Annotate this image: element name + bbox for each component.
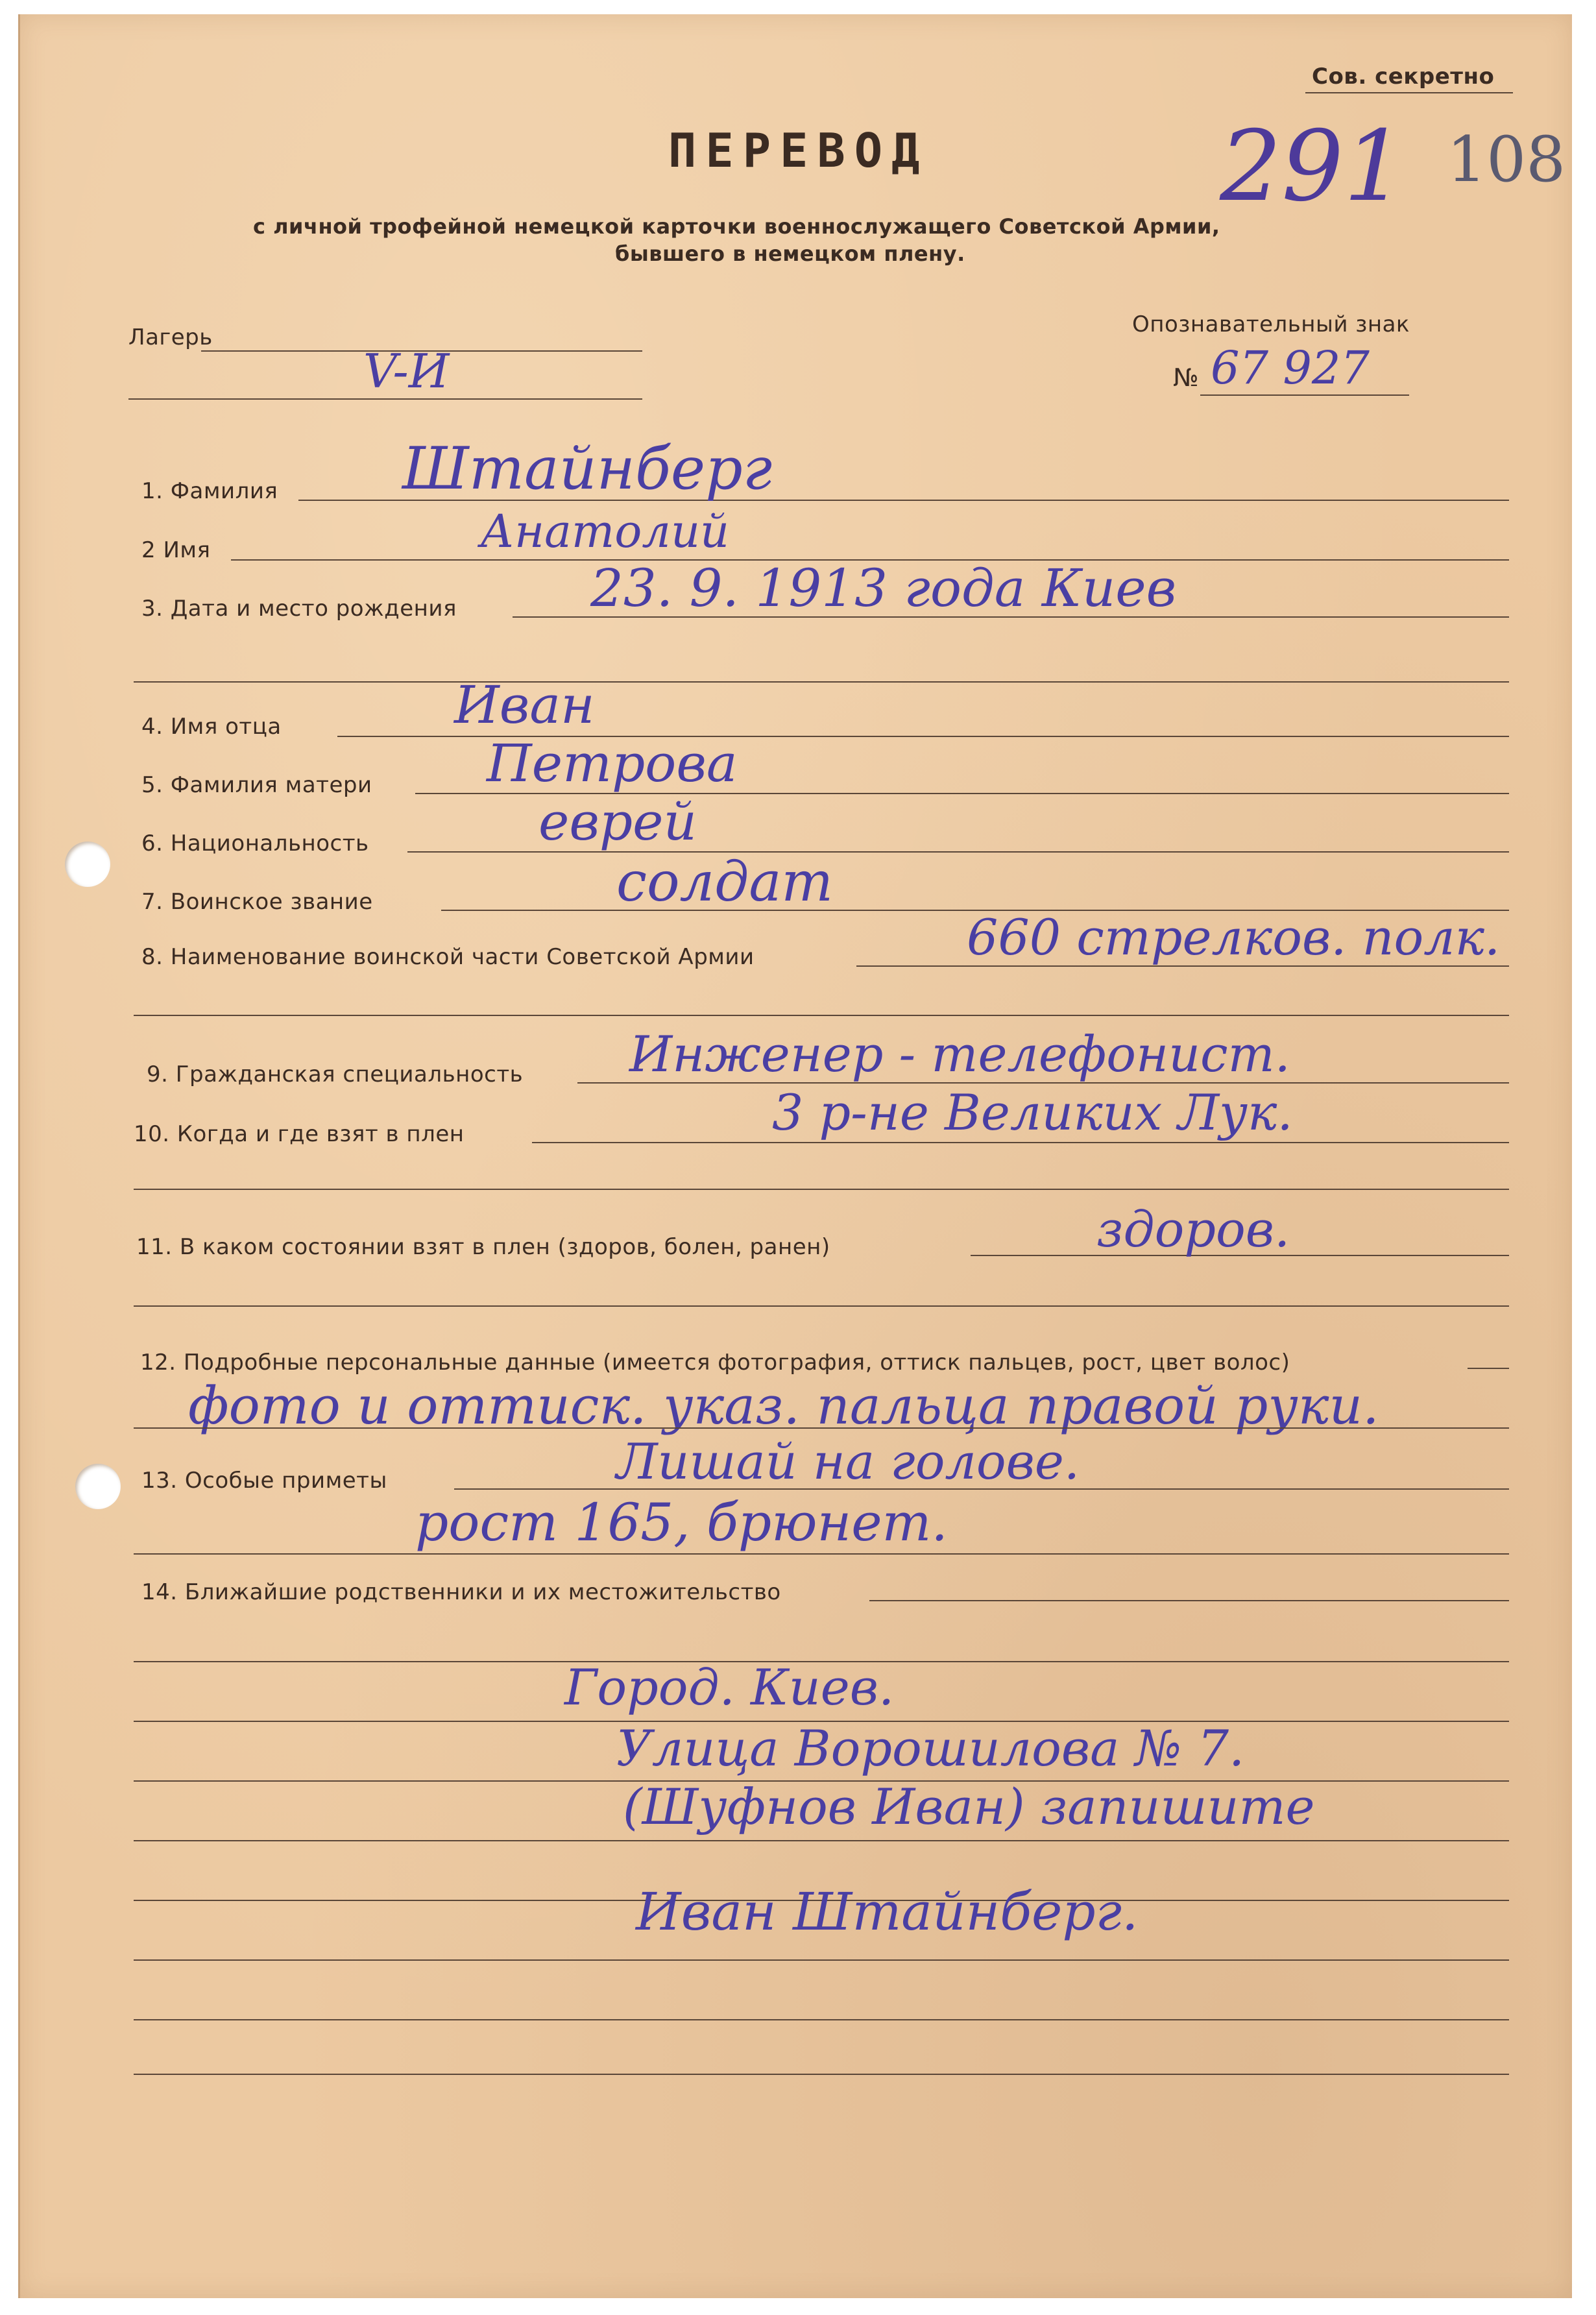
field-value-rank: солдат	[616, 850, 834, 914]
secrecy-underline	[1305, 92, 1513, 93]
camp-line-2	[128, 398, 642, 400]
field-value-surname: Штайнберг	[402, 435, 773, 503]
relatives-entry-4: Иван Штайнберг.	[636, 1882, 1139, 1942]
relatives-line-8	[134, 2074, 1509, 2075]
field-line-capture	[532, 1142, 1509, 1143]
field-value-father: Иван	[454, 675, 595, 735]
subtitle-line-2: бывшего в немецком плену.	[615, 241, 965, 266]
field-value-personal-data: фото и оттиск. указ. пальца правой руки.	[188, 1376, 1379, 1436]
punch-hole-top	[65, 842, 110, 887]
field-label-unit: 8. Наименование воинской части Советской Армии	[141, 944, 755, 970]
id-tag-prefix: №	[1173, 363, 1200, 392]
relatives-line-7	[134, 2019, 1509, 2020]
archive-number-1: 291	[1220, 110, 1406, 223]
document-title: ПЕРЕВОД	[668, 123, 929, 178]
subtitle-line-1: с личной трофейной немецкой карточки военнослужащего Советской Армии,	[253, 214, 1220, 239]
relatives-entry-1: Город. Киев.	[564, 1658, 895, 1716]
field-value-condition: здоров.	[1096, 1200, 1290, 1258]
field-label-profession: 9. Гражданская специальность	[147, 1061, 524, 1087]
field-value-birth: 23. 9. 1913 года Киев	[590, 558, 1177, 618]
field-line-birth-2	[134, 681, 1509, 683]
field-value-mother: Петрова	[487, 733, 738, 794]
field-label-relatives: 14. Ближайшие родственники и их местожительство	[141, 1579, 781, 1605]
field-value-profession: Инженер - телефонист.	[629, 1025, 1290, 1083]
field-value-height: рост 165, брюнет.	[415, 1492, 948, 1553]
field-label-surname: 1. Фамилия	[141, 478, 278, 504]
field-line-relatives	[869, 1600, 1509, 1601]
relatives-line-6	[134, 1959, 1509, 1961]
field-value-features: Лишай на голове.	[616, 1433, 1080, 1490]
relatives-entry-2: Улица Ворошилова № 7.	[616, 1719, 1245, 1777]
field-label-features: 13. Особые приметы	[141, 1468, 387, 1494]
field-line-condition-2	[134, 1305, 1509, 1307]
field-line-features-2	[134, 1553, 1509, 1555]
camp-value: V-И	[363, 344, 450, 398]
field-line-personal-data	[1468, 1368, 1509, 1369]
secrecy-stamp: Сов. секретно	[1312, 64, 1495, 90]
field-line-unit-2	[134, 1015, 1509, 1016]
field-value-capture: 3 р-не Великих Лук.	[772, 1084, 1293, 1141]
field-line-personal-data-2	[134, 1427, 1509, 1429]
field-label-birth: 3. Дата и место рождения	[141, 596, 457, 622]
field-label-condition: 11. В каком состоянии взят в плен (здоров, болен, ранен)	[136, 1234, 830, 1260]
relatives-entry-3: (Шуфнов Иван) запишите	[623, 1778, 1315, 1836]
punch-hole-bottom	[75, 1464, 121, 1509]
field-line-capture-2	[134, 1189, 1509, 1190]
id-tag-value: 67 927	[1211, 341, 1370, 394]
field-label-nationality: 6. Национальность	[141, 830, 369, 856]
camp-label: Лагерь	[128, 324, 213, 350]
relatives-line-4	[134, 1840, 1509, 1841]
field-label-name: 2 Имя	[141, 537, 211, 563]
field-label-mother: 5. Фамилия матери	[141, 772, 372, 798]
field-label-rank: 7. Воинское звание	[141, 889, 373, 915]
archive-number-2: 108	[1447, 123, 1566, 196]
field-label-father: 4. Имя отца	[141, 714, 282, 740]
field-value-unit: 660 стрелков. полк.	[967, 908, 1501, 966]
field-label-personal-data: 12. Подробные персональные данные (имеется фотография, оттиск пальцев, рост, цвет волос)	[140, 1350, 1290, 1376]
field-value-name: Анатолий	[480, 505, 730, 558]
id-tag-underline	[1200, 394, 1409, 396]
id-tag-label: Опознавательный знак	[1132, 311, 1410, 337]
field-label-capture: 10. Когда и где взят в плен	[134, 1121, 465, 1147]
field-value-nationality: еврей	[538, 792, 697, 852]
